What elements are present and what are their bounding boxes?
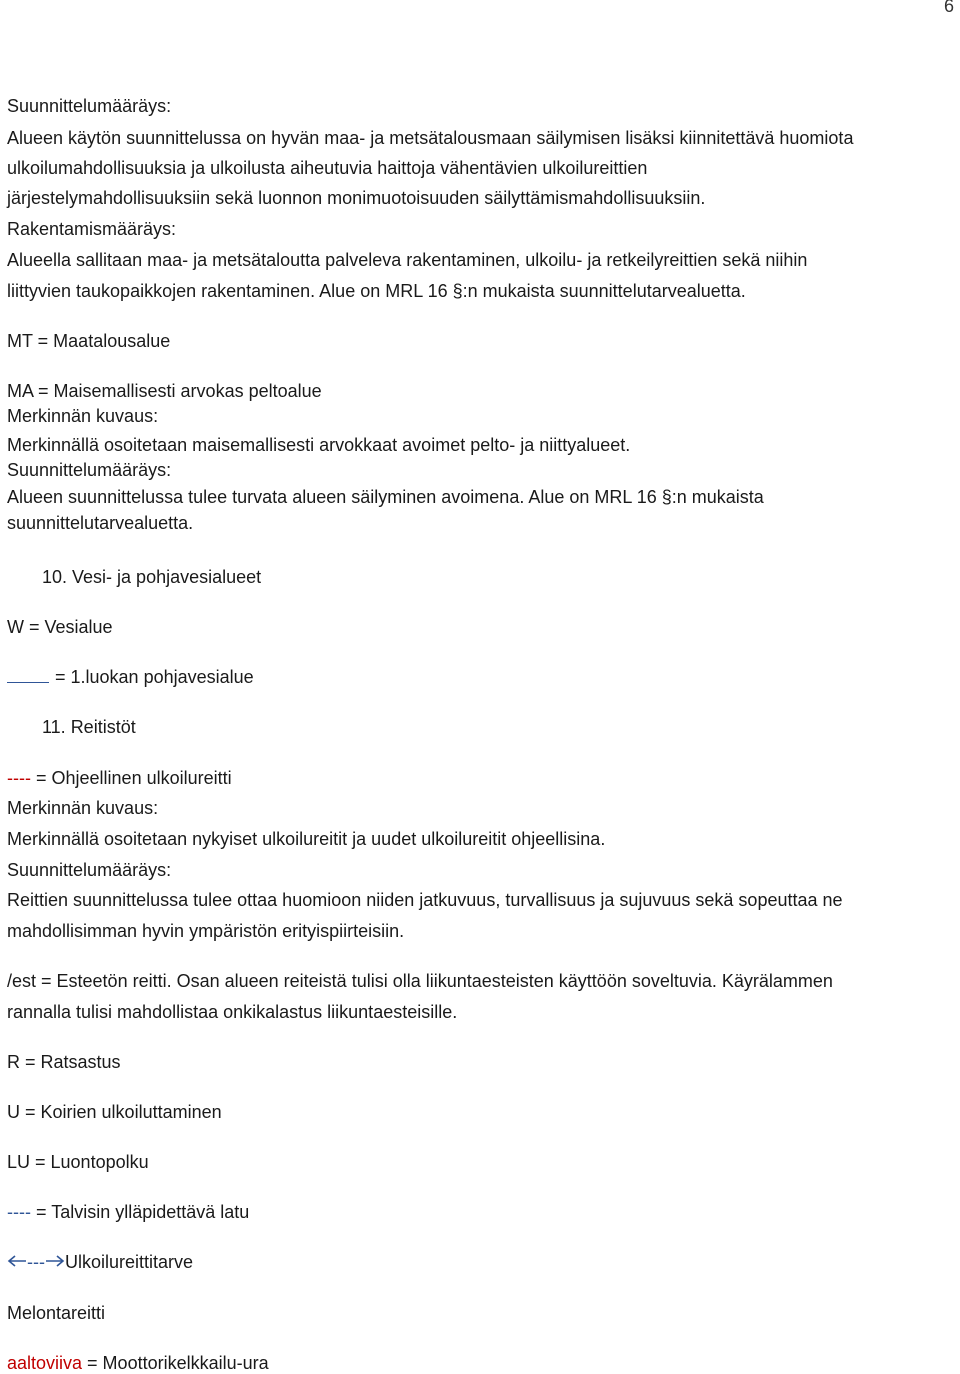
paragraph-line: järjestelymahdollisuuksiin sekä luonnon monimuotoisuuden säilyttämismahdollisuuksiin. [7, 188, 706, 208]
est-line: rannalla tulisi mahdollistaa onkikalastus liikuntaesteisille. [7, 1002, 458, 1022]
route-plan-line: mahdollisimman hyvin ympäristön erityispiirteisiin. [7, 921, 405, 941]
r-entry: R = Ratsastus [7, 1052, 121, 1072]
ma-title: MA = Maisemallisesti arvokas peltoalue [7, 381, 322, 401]
need-entry [7, 1251, 193, 1273]
paragraph-line: Alueella sallitaan maa- ja metsätaloutta palveleva rakentaminen, ulkoilu- ja retkeilyreittien sekä niihin [7, 250, 808, 270]
u-entry: U = Koirien ulkoiluttaminen [7, 1102, 222, 1122]
ski-symbol: ---- [7, 1202, 31, 1222]
ma-desc-heading: Merkinnän kuvaus: [7, 406, 159, 426]
route-entry [7, 767, 232, 789]
underline-symbol [7, 668, 49, 683]
right-arrow-icon [45, 1251, 65, 1273]
groundwater-entry [7, 666, 254, 688]
paragraph-line: Alueen käytön suunnittelussa on hyvän maa- ja metsätalousmaan säilymisen lisäksi kiinnitettävä huomiota [7, 128, 854, 148]
ma-plan-heading: Suunnittelumääräys: [7, 460, 172, 480]
route-plan-line: Reittien suunnittelussa tulee ottaa huomioon niiden jatkuvuus, turvallisuus ja sujuvuus sekä sopeuttaa ne [7, 890, 843, 910]
mt-entry: MT = Maatalousalue [7, 331, 171, 351]
paragraph-line: liittyvien taukopaikkojen rakentaminen. Alue on MRL 16 §:n mukaista suunnittelutarvealuetta. [7, 281, 746, 301]
w-entry: W = Vesialue [7, 617, 113, 637]
route-symbol: ---- [7, 768, 31, 788]
canoe-entry: Melontareitti [7, 1303, 106, 1323]
groundwater-label: = 1.luokan pohjavesialue [55, 667, 254, 687]
heading-rakentamismaarays: Rakentamismääräys: [7, 219, 177, 239]
ski-label: = Talvisin ylläpidettävä latu [36, 1202, 250, 1222]
ski-entry [7, 1201, 249, 1223]
est-line: /est = Esteetön reitti. Osan alueen reiteistä tulisi olla liikuntaesteisten käyttöön soveltuvia. Käyrälammen [7, 971, 833, 991]
need-dash: --- [27, 1252, 45, 1272]
route-desc-heading: Merkinnän kuvaus: [7, 798, 159, 818]
need-label: Ulkoilureittitarve [64, 1252, 194, 1272]
wave-symbol: aaltoviiva [7, 1353, 83, 1373]
wave-label: = Moottorikelkkailu-ura [82, 1353, 269, 1373]
route-desc: Merkinnällä osoitetaan nykyiset ulkoilureitit ja uudet ulkoilureitit ohjeellisina. [7, 829, 606, 849]
wave-entry [7, 1352, 269, 1374]
ma-desc: Merkinnällä osoitetaan maisemallisesti arvokkaat avoimet pelto- ja niittyalueet. [7, 435, 631, 455]
ma-plan-line: suunnittelutarvealuetta. [7, 513, 194, 533]
heading-suunnittelumaarays: Suunnittelumääräys: [7, 96, 172, 116]
ma-plan-line: Alueen suunnittelussa tulee turvata alueen säilyminen avoimena. Alue on MRL 16 §:n mukaista [7, 487, 764, 507]
page-number: 6 [943, 0, 954, 16]
lu-entry: LU = Luontopolku [7, 1152, 149, 1172]
left-arrow-icon [7, 1251, 27, 1273]
paragraph-line: ulkoilumahdollisuuksia ja ulkoilusta aiheutuvia haittoja vähentävien ulkoilureittien [7, 158, 648, 178]
section-10-title: 10. Vesi- ja pohjavesialueet [42, 567, 262, 587]
route-plan-heading: Suunnittelumääräys: [7, 860, 172, 880]
route-label: = Ohjeellinen ulkoilureitti [36, 768, 232, 788]
section-11-title: 11. Reitistöt [42, 717, 136, 737]
